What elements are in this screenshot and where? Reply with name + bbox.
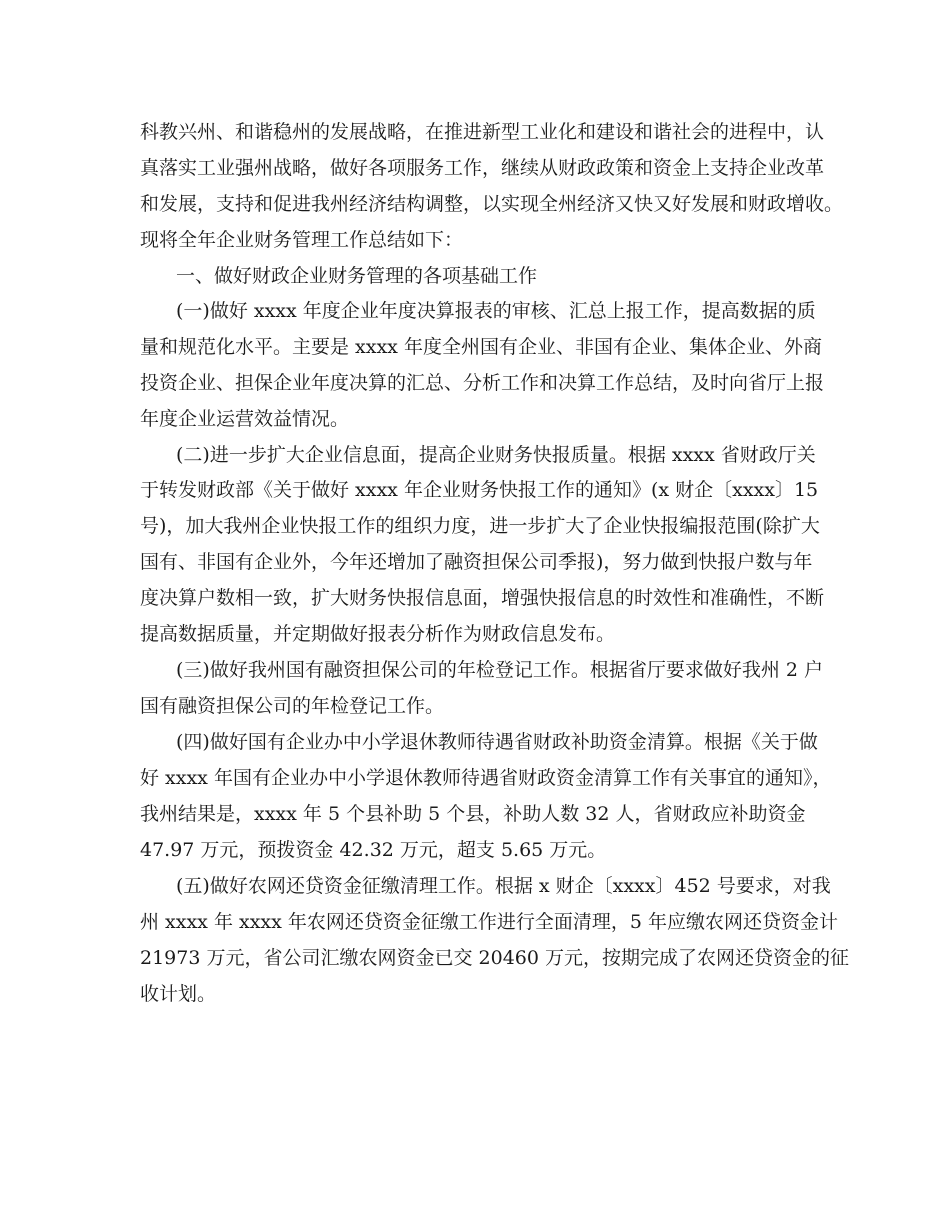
text-line-12: 号)，加大我州企业快报工作的组织力度，进一步扩大了企业快报编报范围(除扩大 bbox=[140, 515, 820, 537]
text-line-20: 我州结果是，xxxx 年 5 个县补助 5 个县，补助人数 32 人，省财政应补助资金 bbox=[140, 803, 806, 825]
text-line-9: 年度企业运营效益情况。 bbox=[140, 408, 350, 430]
text-line-7: 量和规范化水平。主要是 xxxx 年度全州国有企业、非国有企业、集体企业、外商 bbox=[140, 336, 822, 358]
text-line-4: 现将全年企业财务管理工作总结如下： bbox=[140, 229, 464, 251]
text-line-1: 科教兴州、和谐稳州的发展战略，在推进新型工业化和建设和谐社会的进程中，认 bbox=[140, 121, 825, 143]
text-line-15: 提高数据质量，并定期做好报表分析作为财政信息发布。 bbox=[140, 623, 616, 645]
text-line-3: 和发展，支持和促进我州经济结构调整，以实现全州经济又快又好发展和财政增收。 bbox=[140, 193, 844, 215]
text-line-11: 于转发财政部《关于做好 xxxx 年企业财务快报工作的通知》(x 财企〔xxxx〕15 bbox=[140, 479, 819, 501]
text-line-21: 47.97 万元，预拨资金 42.32 万元，超支 5.65 万元。 bbox=[140, 839, 607, 861]
text-line-23: 州 xxxx 年 xxxx 年农网还贷资金征缴工作进行全面清理，5 年应缴农网还贷资金计 bbox=[140, 911, 839, 933]
text-line-14: 度决算户数相一致，扩大财务快报信息面，增强快报信息的时效性和准确性，不断 bbox=[140, 587, 825, 609]
text-line-22: (五)做好农网还贷资金征缴清理工作。根据 x 财企〔xxxx〕452 号要求，对我 bbox=[176, 875, 831, 897]
text-line-10: (二)进一步扩大企业信息面，提高企业财务快报质量。根据 xxxx 省财政厅关 bbox=[176, 444, 816, 466]
text-line-6: (一)做好 xxxx 年度企业年度决算报表的审核、汇总上报工作，提高数据的质 bbox=[176, 300, 816, 322]
text-line-13: 国有、非国有企业外，今年还增加了融资担保公司季报)，努力做到快报户数与年 bbox=[140, 551, 813, 573]
section-heading-1: 一、做好财政企业财务管理的各项基础工作 bbox=[176, 265, 538, 287]
text-line-25: 收计划。 bbox=[140, 983, 217, 1005]
text-line-16: (三)做好我州国有融资担保公司的年检登记工作。根据省厅要求做好我州 2 户 bbox=[176, 659, 823, 681]
text-line-18: (四)做好国有企业办中小学退休教师待遇省财政补助资金清算。根据《关于做 bbox=[176, 731, 818, 753]
text-line-17: 国有融资担保公司的年检登记工作。 bbox=[140, 695, 445, 717]
text-line-19: 好 xxxx 年国有企业办中小学退休教师待遇省财政资金清算工作有关事宜的通知》， bbox=[140, 767, 832, 789]
text-line-24: 21973 万元，省公司汇缴农网资金已交 20460 万元，按期完成了农网还贷资金的征 bbox=[140, 947, 850, 969]
text-line-8: 投资企业、担保企业年度决算的汇总、分析工作和决算工作总结，及时向省厅上报 bbox=[140, 372, 825, 394]
text-line-2: 真落实工业强州战略，做好各项服务工作，继续从财政政策和资金上支持企业改革 bbox=[140, 157, 825, 179]
